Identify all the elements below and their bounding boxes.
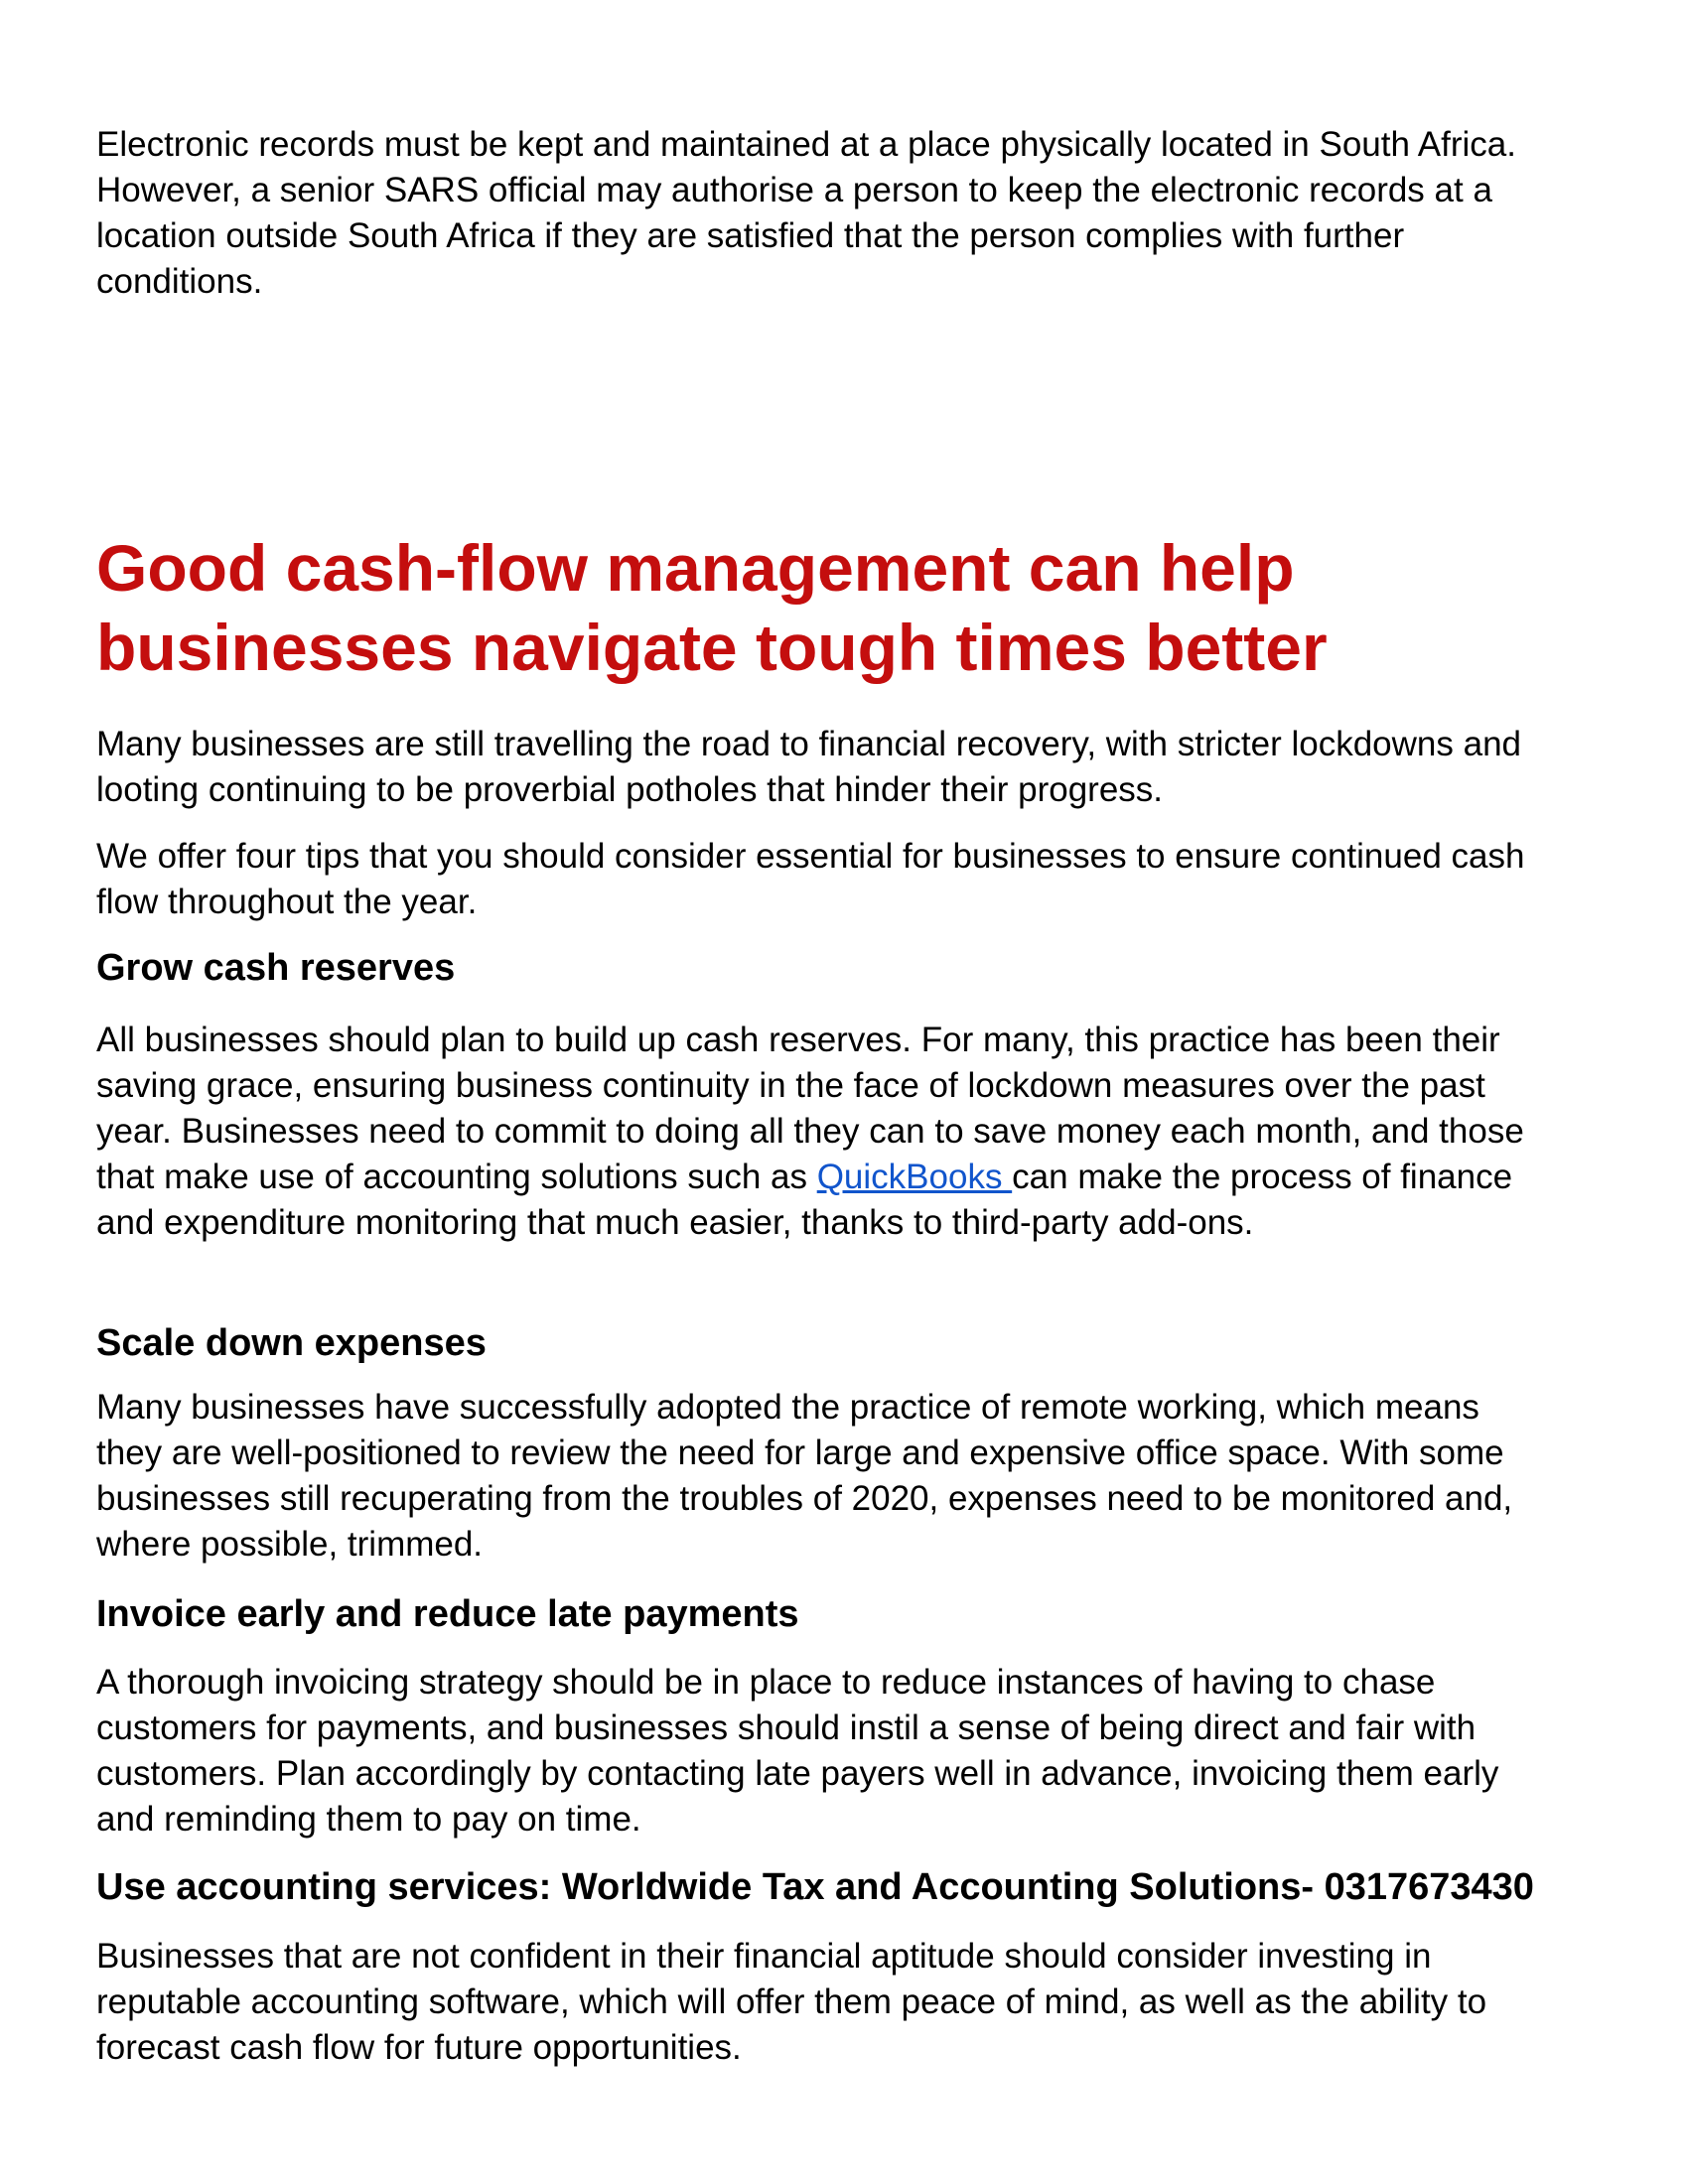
- article-title: Good cash-flow management can help businesses navigate tough times better: [96, 531, 1328, 684]
- paragraph-invoice-early: A thorough invoicing strategy should be in place to reduce instances of having to chase customers for payments, and businesses should instil a sense of being direct and fair with customers. Plan accordingly by contacting late payers well in advance, invoicing them early and reminding them to pay on time.: [96, 1663, 1499, 1839]
- lead-paragraph-2: We offer four tips that you should consider essential for businesses to ensure continued cash flow throughout the year.: [96, 837, 1525, 921]
- quickbooks-link[interactable]: QuickBooks: [816, 1158, 1013, 1196]
- heading-use-accounting-services: Use accounting services: Worldwide Tax and Accounting Solutions- 0317673430: [96, 1866, 1534, 1908]
- heading-grow-cash-reserves: Grow cash reserves: [96, 947, 456, 989]
- grow-text-after-link: can make the process of finance and expenditure monitoring that much easier, thanks to third-party add-ons.: [96, 1158, 1513, 1242]
- lead-paragraph-1: Many businesses are still travelling the road to financial recovery, with stricter lockdowns and looting continuing to be proverbial potholes that hinder their progress.: [96, 725, 1521, 809]
- heading-scale-down-expenses: Scale down expenses: [96, 1322, 487, 1364]
- paragraph-use-accounting-services: Businesses that are not confident in their financial aptitude should consider investing in reputable accounting software, which will offer them peace of mind, as well as the ability to forecast cash flow for future opportunities.: [96, 1937, 1487, 2067]
- paragraph-grow-cash-reserves: [96, 1018, 1546, 1246]
- intro-paragraph: Electronic records must be kept and maintained at a place physically located in South Africa. However, a senior SARS official may authorise a person to keep the electronic records at a location outside South Africa if they are satisfied that the person complies with further conditions.: [96, 125, 1516, 301]
- heading-invoice-early: Invoice early and reduce late payments: [96, 1593, 799, 1635]
- paragraph-scale-down-expenses: Many businesses have successfully adopted the practice of remote working, which means they are well-positioned to review the need for large and expensive office space. With some businesses still recuperating from the troubles of 2020, expenses need to be monitored and, where possible, trimmed.: [96, 1388, 1513, 1564]
- grow-text-before-link: All businesses should plan to build up cash reserves. For many, this practice has been their saving grace, ensuring business continuity in the face of lockdown measures over the past year. Businesses need to commit to doing all they can to save money each month, and those that make use of accounting solutions such as: [96, 1021, 1524, 1196]
